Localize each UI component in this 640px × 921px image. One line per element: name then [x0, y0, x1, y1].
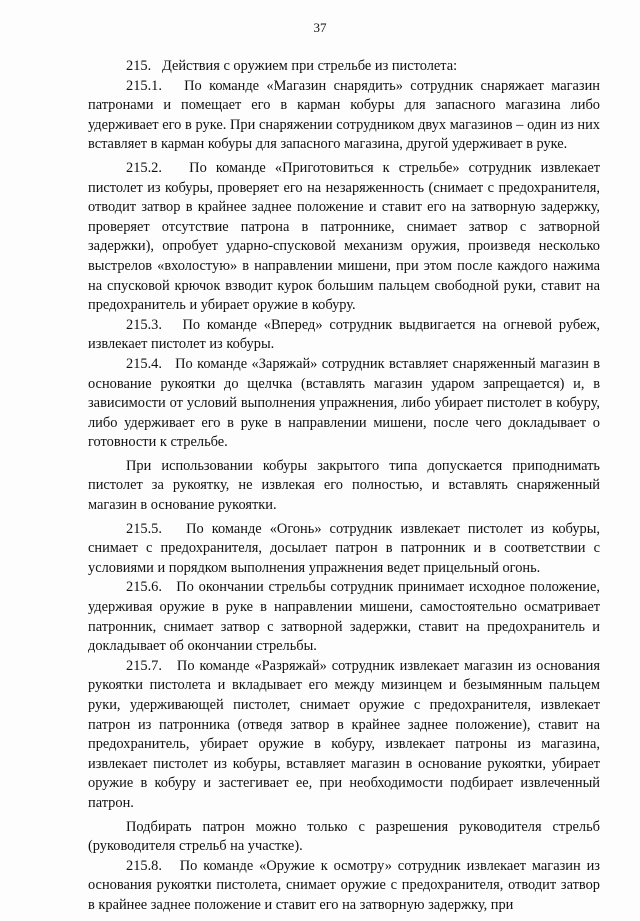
- paragraph-215-1: 215.1. По команде «Магазин снарядить» сотрудник снаряжает магазин патронами и помещает его в карман кобуры для запасного магазина либо удерживает его в руке. При снаряжении сотрудником двух магазинов – один из них вставляет в карман кобуры для запасного магазина, другой удерживает в руке.: [88, 77, 600, 153]
- paragraph-215-3: 215.3. По команде «Вперед» сотрудник выдвигается на огневой рубеж, извлекает пистолет из кобуры.: [88, 316, 600, 353]
- document-body: [88, 57, 600, 916]
- paragraph-215: 215. Действия с оружием при стрельбе из пистолета:: [126, 58, 458, 74]
- paragraph-holster-note: При использовании кобуры закрытого типа допускается приподнимать пистолет за рукоятку, не извлекая его полностью, и вставлять снаряженный магазин в основание рукоятки.: [88, 457, 600, 514]
- paragraph-215-7: 215.7. По команде «Разряжай» сотрудник извлекает магазин из основания рукоятки пистолета и вкладывает его между мизинцем и безымянным пальцем руки, удерживающей пистолет, снимает оружие с предохранителя, извлекает патрон из патронника (отведя затвор в крайнее заднее положение), ставит на предохранитель, убирает оружие в кобуру, извлекает патроны из магазина, извлекает пистолет из кобуры, вставляет магазин в основание рукоятки, убирает оружие в кобуру и застегивает ее, при необходимости подбирает извлеченный патрон.: [88, 657, 600, 811]
- paragraph-215-5: 215.5. По команде «Огонь» сотрудник извлекает пистолет из кобуры, снимает с предохранителя, досылает патрон в патронник и в соответствии с условиями и порядком выполнения упражнения ведет прицельный огонь.: [88, 520, 600, 576]
- paragraph-215-4: 215.4. По команде «Заряжай» сотрудник вставляет снаряженный магазин в основание рукоятки до щелчка (вставлять магазин ударом запрещается) и, в зависимости от условий выполнения упражнения, либо убирает пистолет в кобуру, либо удерживает его в руке в направлении мишени, после чего докладывает о готовности к стрельбе.: [88, 355, 600, 451]
- paragraph-215-6: 215.6. По окончании стрельбы сотрудник принимает исходное положение, удерживая оружие в руке в направлении мишени, самостоятельно осматривает патронник, снимает затвор с затворной задержки, ставит на предохранитель и докладывает об окончании стрельбы.: [88, 579, 600, 655]
- paragraph-215-2: 215.2. По команде «Приготовиться к стрельбе» сотрудник извлекает пистолет из кобуры, проверяет его на незаряженность (снимает с предохранителя, отводит затвор в крайнее заднее положение и ставит его на затворную задержку, проверяет отсутствие патрона в патроннике, снимает затвор с затворной задержки), опробует ударно-спусковой механизм оружия, произведя несколько выстрелов «вхолостую» в направлении мишени, при этом после каждого нажима на спусковой крючок взводит курок большим пальцем свободной руки, ставит на предохранитель и убирает оружие в кобуру.: [88, 159, 600, 314]
- paragraph-cartridge-note: Подбирать патрон можно только с разрешения руководителя стрельб (руководителя стрельб на участке).: [88, 818, 600, 855]
- page-number: 37: [313, 20, 327, 35]
- paragraph-215-8: 215.8. По команде «Оружие к осмотру» сотрудник извлекает магазин из основания рукоятки пистолета, снимает оружие с предохранителя, отводит затвор в крайнее заднее положение и ставит его на затворную задержку, при: [88, 857, 600, 913]
